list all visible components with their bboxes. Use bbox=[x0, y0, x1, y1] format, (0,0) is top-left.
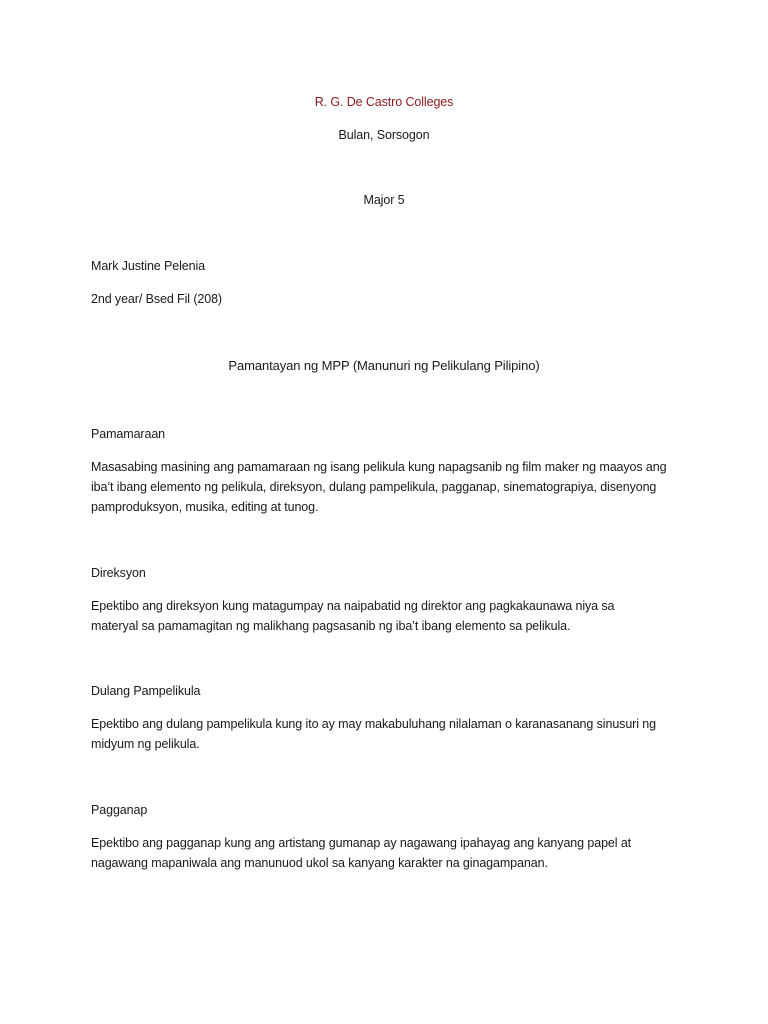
paragraph-line: pamproduksyon, musika, editing at tunog. bbox=[91, 500, 319, 514]
section-body-pamamaraan bbox=[91, 457, 691, 517]
section-heading-dulang-pampelikula: Dulang Pampelikula bbox=[91, 684, 201, 698]
section-heading-pamamaraan: Pamamaraan bbox=[91, 427, 166, 441]
paragraph-line: nagawang mapaniwala ang manunuod ukol sa kanyang karakter na ginagampanan. bbox=[91, 856, 548, 870]
school-name: R. G. De Castro Colleges bbox=[314, 95, 454, 109]
section-body-pagganap bbox=[91, 833, 691, 873]
paragraph-line: Epektibo ang direksyon kung matagumpay na naipabatid ng direktor ang pagkakaunawa niya sa bbox=[91, 599, 615, 613]
paragraph-line: iba’t ibang elemento ng pelikula, direksyon, dulang pampelikula, pagganap, sinematograpiya, disenyong bbox=[91, 480, 657, 494]
student-year-course: 2nd year/ Bsed Fil (208) bbox=[91, 292, 222, 306]
section-body-dulang-pampelikula bbox=[91, 714, 691, 754]
student-name: Mark Justine Pelenia bbox=[91, 259, 206, 273]
paragraph-line: Masasabing masining ang pamamaraan ng isang pelikula kung napagsanib ng film maker ng maayos ang bbox=[91, 460, 667, 474]
paragraph-line: Epektibo ang pagganap kung ang artistang gumanap ay nagawang ipahayag ang kanyang papel at bbox=[91, 836, 632, 850]
school-location: Bulan, Sorsogon bbox=[338, 128, 430, 142]
section-body-direksyon bbox=[91, 596, 691, 636]
subject-label: Major 5 bbox=[363, 193, 405, 207]
paragraph-line: Epektibo ang dulang pampelikula kung ito ay may makabuluhang nilalaman o karanasanang sinusuri ng bbox=[91, 717, 656, 731]
section-heading-pagganap: Pagganap bbox=[91, 803, 148, 817]
paragraph-line: materyal sa pamamagitan ng malikhang pagsasanib ng iba’t ibang elemento sa pelikula. bbox=[91, 619, 571, 633]
paragraph-line: midyum ng pelikula. bbox=[91, 737, 200, 751]
document-title: Pamantayan ng MPP (Manunuri ng Pelikulang Pilipino) bbox=[228, 358, 540, 373]
section-heading-direksyon: Direksyon bbox=[91, 566, 146, 580]
